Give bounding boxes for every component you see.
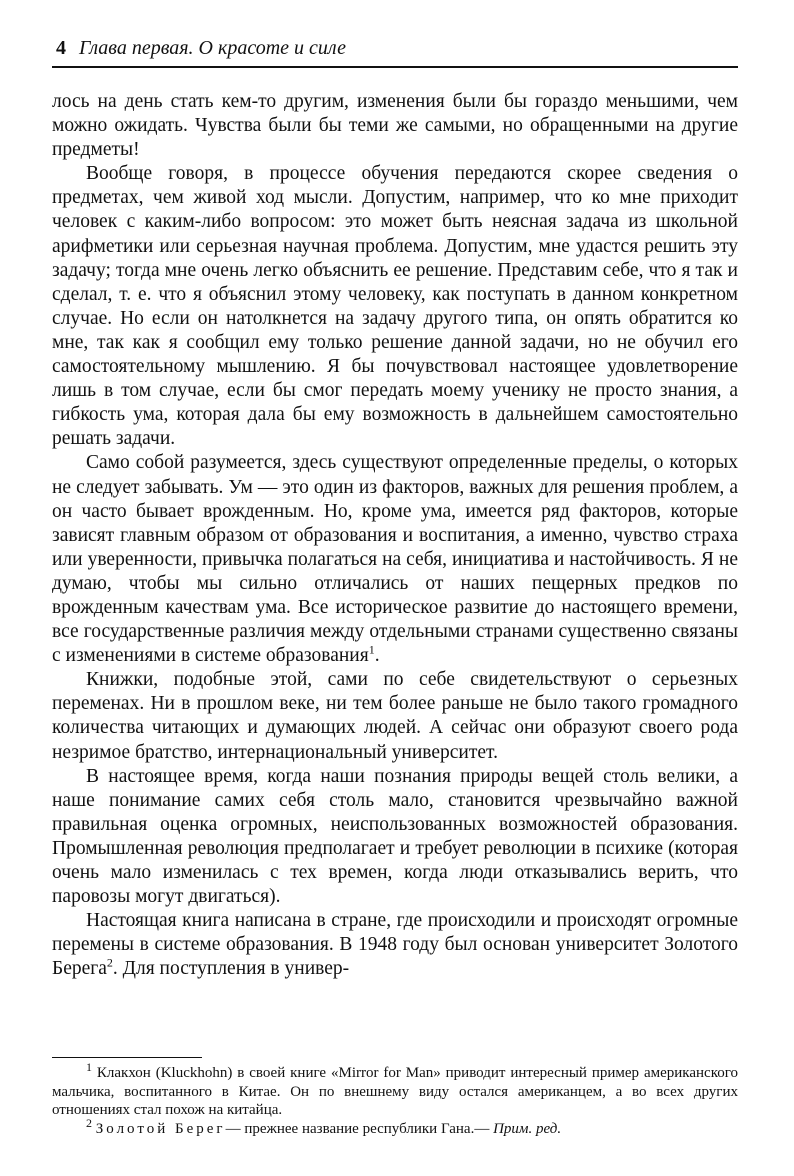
paragraph-end: .: [374, 645, 380, 667]
page-number: 4: [56, 37, 66, 59]
header-rule: [52, 66, 738, 68]
paragraph: [52, 909, 738, 981]
running-head: [56, 36, 736, 64]
footnote-2-term: Золотой Берег: [95, 1120, 226, 1137]
footnote-mark-2: 2: [86, 1115, 92, 1130]
footnote-ref-2: 2: [106, 955, 113, 970]
footnote-1: [52, 1060, 739, 1120]
main-text: [52, 90, 738, 981]
paragraph-text: Само собой разумеется, здесь существуют определенные пределы, о которых не следует забывать. Ум — это один из факторов, важных для решения проблем, а он часто бывает врожденным. Но, кроме ума, имеется ряд факторов, которые зависят главным образом от образования и воспитания, а именно, чувство страха или уверенности, привычка полагаться на себя, инициатива и настойчивость. Я не думаю, чтобы мы сильно отличались от наших пещерных предков по врожденным качествам ума. Все историческое развитие до настоящего времени, все государственные различия между отдельными странами существенно связаны с изменениями в системе образования: [52, 452, 738, 667]
paragraph-continued: лось на день стать кем-то другим, изменения были бы гораздо меньшими, чем можно ожидать. Чувства были бы теми же самыми, но обращенными на другие предметы!: [52, 91, 738, 161]
paragraph: [52, 451, 738, 668]
paragraph: Книжки, подобные этой, сами по себе свидетельствуют о серьезных переменах. Ни в прошлом веке, ни тем более раньше не было такого громадного количества читающих и думающих людей. А сейчас они образуют своего рода незримое братство, интернациональный университет.: [52, 669, 738, 763]
footnote-rule: [52, 1057, 202, 1058]
footnote-2-text: — прежнее название республики Гана.—: [225, 1120, 490, 1137]
footnote-1-text: Клакхон (Kluckhohn) в своей книге «Mirror for Man» приводит интересный пример американского мальчика, воспитанного в Китае. Он по внешнему виду остался американцем, а во всех других отношениях стал похож на китайца.: [52, 1065, 739, 1118]
paragraph-tail: . Для поступления в универ-: [112, 958, 350, 980]
footnote-2-credit: Прим. ред.: [493, 1120, 562, 1137]
paragraph-text: Настоящая книга написана в стране, где происходили и происходят огромные перемены в системе образования. В 1948 году был основан университет Золотого Берега: [52, 910, 738, 980]
paragraph: В настоящее время, когда наши познания природы вещей столь велики, а наше понимание самих себя столь мало, становится чрезвычайно важной правильная оценка огромных, неиспользованных возможностей образования. Промышленная революция предполагает и требует революции в психике (которая очень мало изменилась с тех времен, когда люди отказывались верить, что паровозы могут двигаться).: [52, 765, 738, 908]
paragraph: Вообще говоря, в процессе обучения передаются скорее сведения о предметах, чем живой ход мысли. Допустим, например, что ко мне приходит человек с каким-либо вопросом: это может быть неясная задача из школьной арифметики или серьезная научная проблема. Допустим, мне удастся решить эту задачу; тогда мне очень легко объяснить ее решение. Представим себе, что я так и сделал, т. е. что я объяснил этому человеку, как поступать в данном конкретном случае. Но если он натолкнется на задачу другого типа, он опять обратится ко мне, так как я сообщил ему только решение данной задачи, но не обучил его самостоятельному мышлению. Я бы почувствовал настоящее удовлетворение лишь в том случае, если бы смог передать моему ученику не просто знания, а гибкость ума, которая дала бы ему возможность в дальнейшем самостоятельно решать задачи.: [52, 163, 738, 450]
footnote-ref-1: 1: [368, 642, 375, 657]
footnote-mark-1: 1: [86, 1060, 92, 1074]
chapter-title: Глава первая. О красоте и силе: [79, 37, 347, 59]
footnote-2: [52, 1115, 738, 1139]
footnotes: [52, 1060, 739, 1138]
